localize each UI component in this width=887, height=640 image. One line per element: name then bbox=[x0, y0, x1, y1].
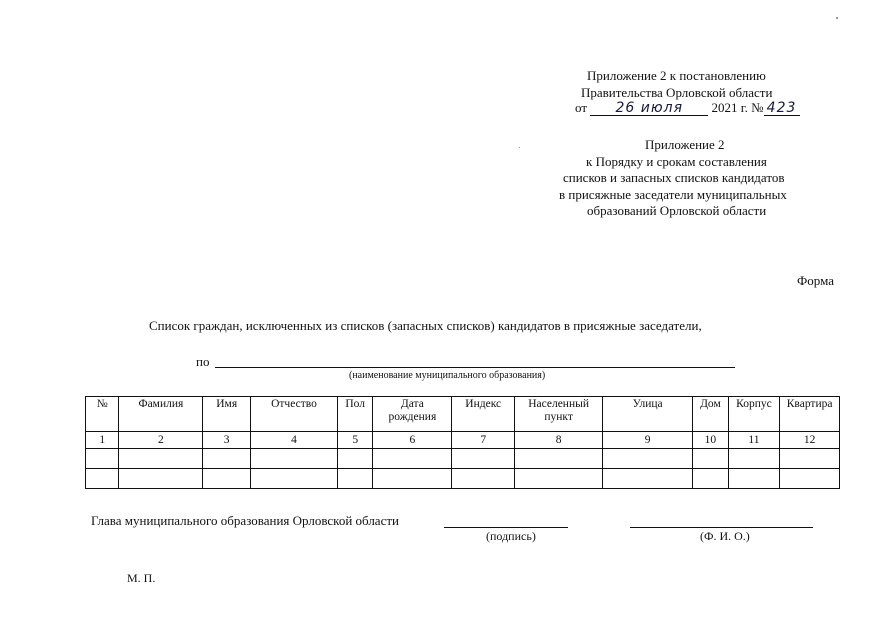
table-cell bbox=[86, 449, 119, 469]
signature-line bbox=[444, 527, 568, 528]
appendix2-line: образований Орловской области bbox=[587, 203, 767, 218]
head-label: Глава муниципального образования Орловской области bbox=[91, 513, 399, 528]
excluded-citizens-table bbox=[85, 396, 840, 489]
table-row bbox=[86, 469, 840, 489]
header-cell: Квартира bbox=[780, 397, 840, 432]
column-number-cell: 6 bbox=[373, 432, 452, 449]
table-cell bbox=[780, 469, 840, 489]
table-cell bbox=[452, 449, 515, 469]
fio-caption: (Ф. И. О.) bbox=[700, 529, 750, 543]
column-number-cell: 11 bbox=[728, 432, 780, 449]
table-number-row bbox=[86, 432, 840, 449]
table-cell bbox=[515, 449, 603, 469]
table-cell bbox=[203, 469, 251, 489]
column-number-cell: 1 bbox=[86, 432, 119, 449]
table-cell bbox=[693, 449, 728, 469]
column-number-cell: 4 bbox=[250, 432, 337, 449]
table-cell bbox=[780, 449, 840, 469]
municipality-field-line bbox=[215, 367, 735, 368]
number-handwritten: 423 bbox=[764, 102, 800, 116]
table-cell bbox=[119, 469, 203, 489]
table-cell bbox=[250, 449, 337, 469]
table-cell bbox=[119, 449, 203, 469]
appendix2-line: списков и запасных списков кандидатов bbox=[563, 170, 785, 185]
header-cell: Корпус bbox=[728, 397, 780, 432]
table-cell bbox=[203, 449, 251, 469]
table-cell bbox=[337, 469, 372, 489]
header-cell: Улица bbox=[603, 397, 693, 432]
column-number-cell: 12 bbox=[780, 432, 840, 449]
appendix1-line2: Правительства Орловской области bbox=[581, 85, 773, 100]
table-header-row bbox=[86, 397, 840, 432]
appendix1-line1: Приложение 2 к постановлению bbox=[587, 68, 766, 83]
table-cell bbox=[452, 469, 515, 489]
municipality-caption: (наименование муниципального образования) bbox=[349, 370, 546, 381]
table-cell bbox=[693, 469, 728, 489]
header-cell: № bbox=[86, 397, 119, 432]
form-label: Форма bbox=[797, 273, 834, 288]
scan-speck bbox=[519, 147, 520, 148]
column-number-cell: 7 bbox=[452, 432, 515, 449]
table-cell bbox=[603, 449, 693, 469]
stamp-label: М. П. bbox=[127, 571, 156, 585]
column-number-cell: 9 bbox=[603, 432, 693, 449]
header-cell: Отчество bbox=[250, 397, 337, 432]
table-cell bbox=[728, 449, 780, 469]
column-number-cell: 5 bbox=[337, 432, 372, 449]
table-row bbox=[86, 449, 840, 469]
column-number-cell: 3 bbox=[203, 432, 251, 449]
signature-caption: (подпись) bbox=[486, 529, 536, 543]
header-cell: Индекс bbox=[452, 397, 515, 432]
table-cell bbox=[728, 469, 780, 489]
column-number-cell: 8 bbox=[515, 432, 603, 449]
po-label: по bbox=[196, 354, 210, 369]
date-handwritten: 26 июля bbox=[590, 102, 708, 116]
table-cell bbox=[373, 449, 452, 469]
appendix1-date-line bbox=[575, 100, 800, 116]
table-cell bbox=[603, 469, 693, 489]
header-cell: Дом bbox=[693, 397, 728, 432]
table-cell bbox=[337, 449, 372, 469]
appendix2-line: в присяжные заседатели муниципальных bbox=[559, 187, 787, 202]
list-title: Список граждан, исключенных из списков (запасных списков) кандидатов в присяжные заседатели, bbox=[149, 318, 702, 333]
table-cell bbox=[250, 469, 337, 489]
header-cell: Имя bbox=[203, 397, 251, 432]
fio-line bbox=[630, 527, 813, 528]
column-number-cell: 10 bbox=[693, 432, 728, 449]
column-number-cell: 2 bbox=[119, 432, 203, 449]
scan-speck bbox=[836, 17, 838, 19]
table-cell bbox=[515, 469, 603, 489]
table-cell bbox=[86, 469, 119, 489]
header-cell: Дата рождения bbox=[373, 397, 452, 432]
date-prefix: от bbox=[575, 100, 588, 115]
header-cell: Фамилия bbox=[119, 397, 203, 432]
appendix2-title: Приложение 2 bbox=[645, 137, 725, 152]
appendix2-line: к Порядку и срокам составления bbox=[586, 154, 767, 169]
header-cell: Населенный пункт bbox=[515, 397, 603, 432]
header-cell: Пол bbox=[337, 397, 372, 432]
year-number-label: 2021 г. № bbox=[711, 100, 764, 115]
table-cell bbox=[373, 469, 452, 489]
